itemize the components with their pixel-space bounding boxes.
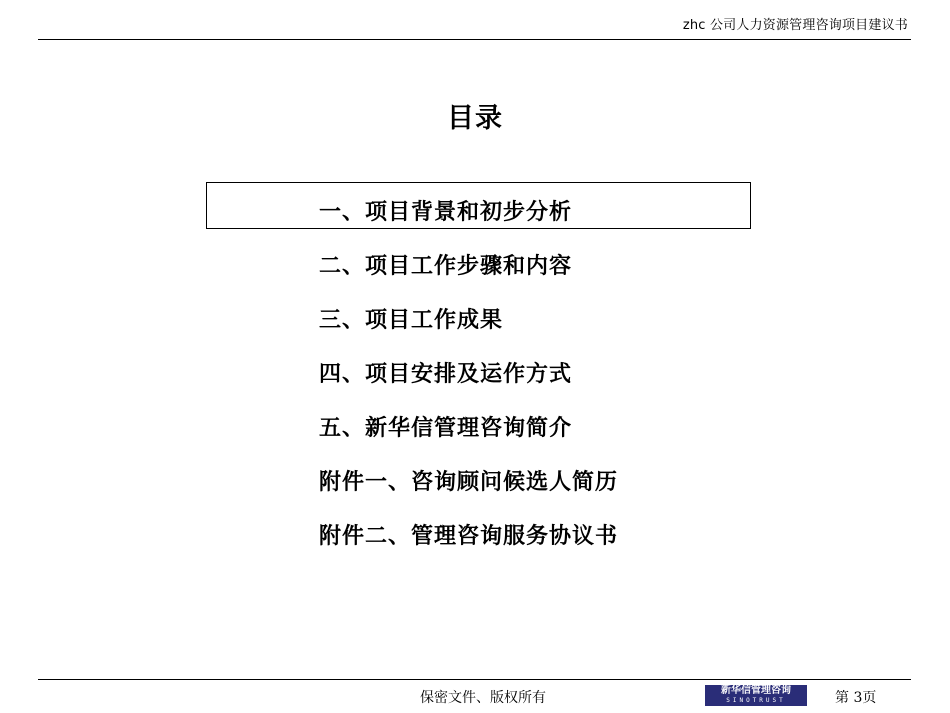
document-header-title: zhc 公司人力资源管理咨询项目建议书 [682, 18, 908, 33]
toc-item-4: 四、项目安排及运作方式 [319, 362, 573, 387]
toc-item-appendix-1: 附件一、咨询顾问候选人简历 [319, 470, 619, 495]
footer-divider [38, 679, 911, 680]
page-title: 目录 [447, 103, 503, 134]
logo-chinese-text: 新华信管理咨询 [721, 685, 791, 696]
table-of-contents [319, 195, 618, 573]
company-logo [705, 685, 807, 706]
toc-item-2: 二、项目工作步骤和内容 [319, 254, 573, 279]
logo-english-text: SINOTRUST [726, 697, 786, 704]
confidential-notice: 保密文件、版权所有 [420, 690, 546, 706]
toc-item-3: 三、项目工作成果 [319, 308, 504, 333]
toc-item-1: 一、项目背景和初步分析 [319, 200, 573, 225]
page-number: 第 3页 [835, 690, 877, 706]
toc-item-5: 五、新华信管理咨询简介 [319, 416, 573, 441]
header-divider [38, 39, 911, 40]
toc-item-appendix-2: 附件二、管理咨询服务协议书 [319, 524, 619, 549]
